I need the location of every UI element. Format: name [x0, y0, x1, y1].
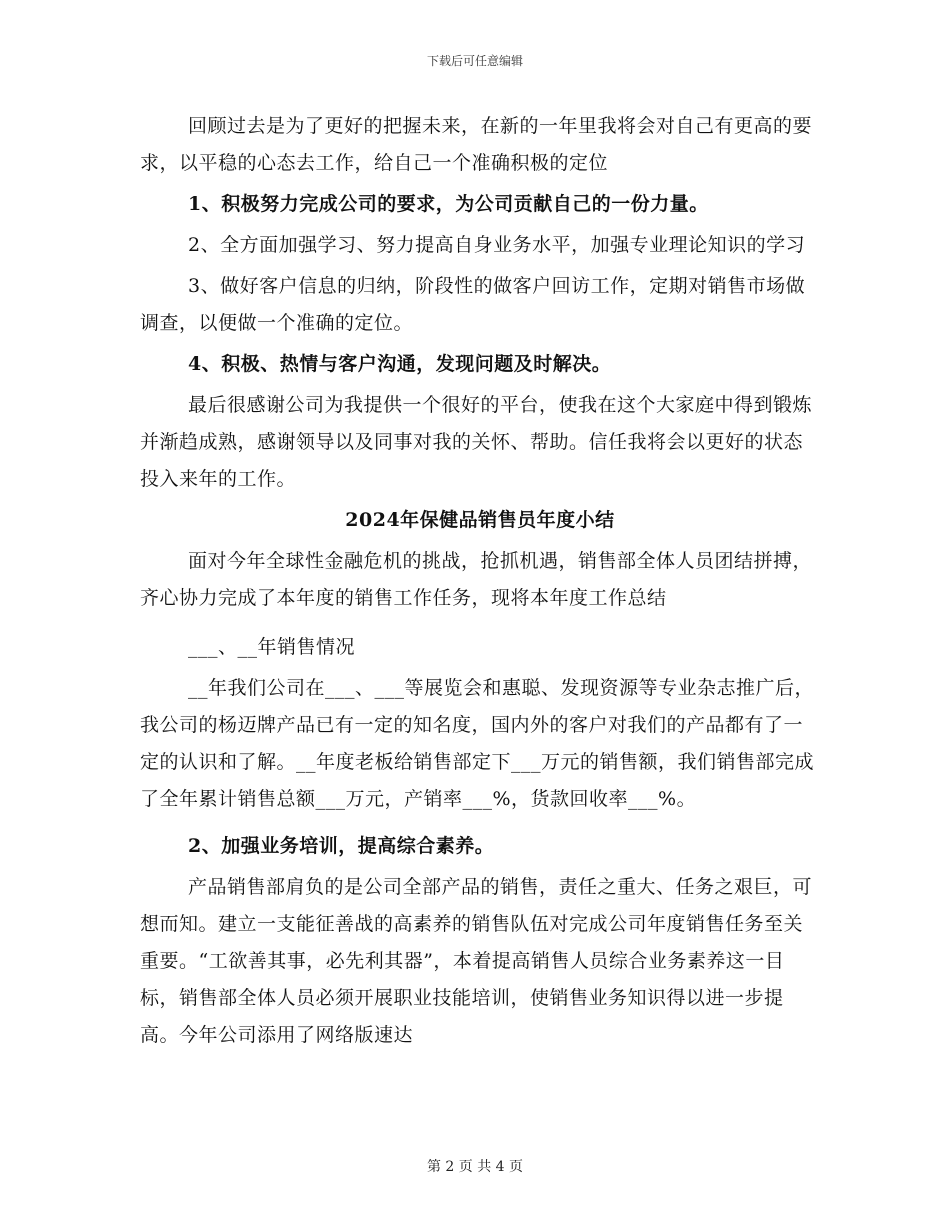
paragraph-sales: __年我们公司在___、___等展览会和惠聪、发现资源等专业杂志推广后，我公司的杨迈牌产品已有一定的知名度，国内外的客户对我们的产品都有了一定的认识和了解。__年度老板给销售部定下___万元的销售额，我们销售部完成了全年累计销售总额___万元，产销率___%，货款回收率___%。 [140, 677, 815, 810]
goal-item-4: 4、积极、热情与客户沟通，发现问题及时解决。 [188, 353, 612, 375]
paragraph-thanks: 最后很感谢公司为我提供一个很好的平台，使我在这个大家庭中得到锻炼并渐趋成熟，感谢领导以及同事对我的关怀、帮助。信任我将会以更好的状态投入来年的工作。 [140, 394, 813, 490]
goal-item-1: 1、积极努力完成公司的要求，为公司贡献自己的一份力量。 [188, 193, 709, 215]
page-header: 下载后可任意编辑 [426, 54, 523, 68]
subheading-training: 2、加强业务培训，提高综合素养。 [188, 835, 495, 857]
section-title: 2024年保健品销售员年度小结 [345, 509, 615, 531]
subheading-sales: ___、__年销售情况 [188, 636, 356, 658]
goal-item-2: 2、全方面加强学习、努力提高自身业务水平，加强专业理论知识的学习 [188, 234, 806, 256]
goal-item-3: 3、做好客户信息的归纳，阶段性的做客户回访工作，定期对销售市场做调查，以便做一个准确的定位。 [140, 275, 806, 334]
paragraph-intro: 面对今年全球性金融危机的挑战，抢抓机遇，销售部全体人员团结拼搏，齐心协力完成了本年度的销售工作任务，现将本年度工作总结 [140, 550, 813, 609]
paragraph-review: 回顾过去是为了更好的把握未来，在新的一年里我将会对自己有更高的要求，以平稳的心态去工作，给自己一个准确积极的定位 [140, 115, 813, 174]
document-body [140, 108, 820, 1054]
page-footer: 第 2 页 共 4 页 [426, 1159, 524, 1175]
paragraph-training: 产品销售部肩负的是公司全部产品的销售，责任之重大、任务之艰巨，可想而知。建立一支能征善战的高素养的销售队伍对完成公司年度销售任务至关重要。“工欲善其事，必先利其器”，本着提高销售人员综合业务素养这一目标，销售部全体人员必须开展职业技能培训，使销售业务知识得以进一步提高。今年公司添用了网络版速达 [140, 876, 813, 1046]
